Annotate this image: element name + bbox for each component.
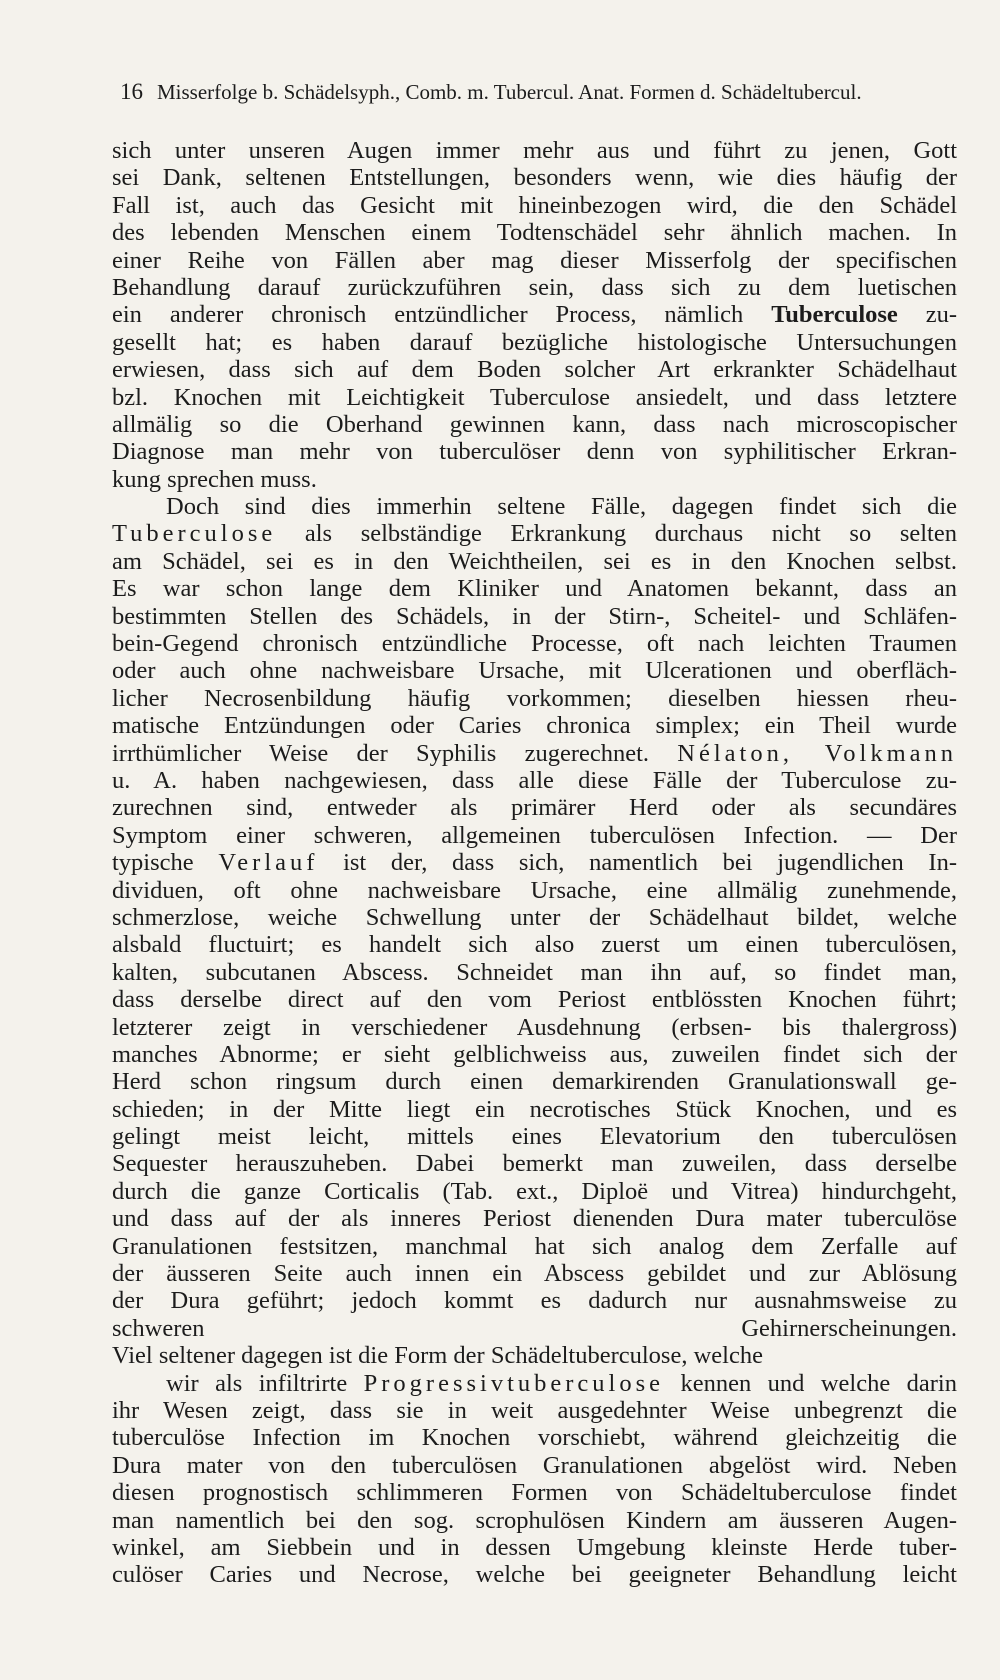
- text-line: [112, 1342, 957, 1369]
- text-line: Fall ist, auch das Gesicht mit hineinbezogen wird, die den Schädel: [112, 191, 957, 219]
- text-run: ist der, dass sich, namentlich bei jugendlichen In-: [318, 849, 957, 877]
- spaced-emphasis: Tuberculose: [112, 520, 277, 548]
- text-line: matische Entzündungen oder Caries chronica simplex; ein Theil wurde: [112, 712, 957, 740]
- text-line: Behandlung darauf zurückzuführen sein, dass sich zu dem luetischen: [112, 273, 957, 301]
- text-run: kennen und welche darin: [664, 1369, 957, 1397]
- text-run: Viel seltener dagegen ist die Form der Schädeltuberculose, welche: [112, 1342, 763, 1370]
- text-line: gelingt meist leicht, mittels eines Elevatorium den tuberculösen: [112, 1123, 957, 1151]
- text-line: zurechnen sind, entweder als primärer Herd oder als secundäres: [112, 794, 957, 822]
- text-line: culöser Caries und Necrose, welche bei geeigneter Behandlung leicht: [112, 1561, 957, 1589]
- text-line: Symptom einer schweren, allgemeinen tuberculösen Infection. — Der: [112, 821, 957, 849]
- text-line: bzl. Knochen mit Leichtigkeit Tuberculose ansiedelt, und dass letztere: [112, 383, 957, 411]
- text-line: sich unter unseren Augen immer mehr aus und führt zu jenen, Gott: [112, 137, 957, 164]
- text-line: sei Dank, seltenen Entstellungen, besonders wenn, wie dies häufig der: [112, 164, 957, 192]
- text-line: der äusseren Seite auch innen ein Abscess gebildet und zur Ablösung: [112, 1260, 957, 1288]
- text-line: durch die ganze Corticalis (Tab. ext., Diploë und Vitrea) hindurchgeht,: [112, 1177, 957, 1205]
- text-line: kalten, subcutanen Abscess. Schneidet man ihn auf, so findet man,: [112, 958, 957, 986]
- text-line: dass derselbe direct auf den vom Periost entblössten Knochen führt;: [112, 986, 957, 1014]
- text-run: als selbständige Erkrankung durchaus nicht so selten: [276, 520, 957, 548]
- text-run: Doch sind dies immerhin seltene Fälle, dagegen findet sich die: [166, 493, 957, 521]
- text-run: zu-: [897, 301, 957, 329]
- page-number: 16: [120, 79, 143, 104]
- text-line: licher Necrosenbildung häufig vorkommen; dieselben hiessen rheu-: [112, 684, 957, 712]
- text-line: kung sprechen muss.: [112, 465, 317, 493]
- text-line: schieden; in der Mitte liegt ein necrotisches Stück Knochen, und es: [112, 1095, 957, 1123]
- text-line: des lebenden Menschen einem Todtenschädel sehr ähnlich machen. In: [112, 219, 957, 247]
- body-text: [112, 137, 957, 1589]
- text-line: Diagnose man mehr von tuberculöser denn von syphilitischer Erkran-: [112, 438, 957, 466]
- text-line: und dass auf der als inneres Periost dienenden Dura mater tuberculöse: [112, 1205, 957, 1233]
- text-line: der Dura geführt; jedoch kommt es dadurch nur ausnahmsweise zu: [112, 1287, 957, 1315]
- text-line: bestimmten Stellen des Schädels, in der Stirn-, Scheitel- und Schläfen-: [112, 602, 957, 630]
- text-line: man namentlich bei den sog. scrophulösen Kindern am äusseren Augen-: [112, 1506, 957, 1534]
- text-line: manches Abnorme; er sieht gelblichweiss aus, zuweilen findet sich der: [112, 1040, 957, 1068]
- running-head: [120, 78, 960, 106]
- text-line: dividuen, oft ohne nachweisbare Ursache, eine allmälig zunehmende,: [112, 876, 957, 904]
- text-line: [112, 740, 957, 767]
- text-line: [112, 849, 957, 876]
- text-line: erwiesen, dass sich auf dem Boden solcher Art erkrankter Schädelhaut: [112, 356, 957, 384]
- bold-term: Tuberculose: [771, 301, 898, 329]
- text-line: alsbald fluctuirt; es handelt sich also zuerst um einen tuberculösen,: [112, 931, 957, 959]
- text-line: [112, 493, 957, 520]
- text-line: [112, 301, 957, 328]
- text-line: [112, 520, 957, 547]
- text-line: Sequester herauszuheben. Dabei bemerkt man zuweilen, dass derselbe: [112, 1150, 957, 1178]
- text-line: Granulationen festsitzen, manchmal hat sich analog dem Zerfalle auf: [112, 1232, 957, 1260]
- text-line: tuberculöse Infection im Knochen vorschiebt, während gleichzeitig die: [112, 1424, 957, 1452]
- text-line: u. A. haben nachgewiesen, dass alle diese Fälle der Tuberculose zu-: [112, 766, 957, 794]
- text-line: ihr Wesen zeigt, dass sie in weit ausgedehnter Weise unbegrenzt die: [112, 1396, 957, 1424]
- text-run: irrthümlicher Weise der Syphilis zugerechnet.: [112, 739, 678, 767]
- text-line: [112, 1370, 957, 1397]
- spaced-emphasis: Verlauf: [218, 849, 319, 877]
- running-title: Misserfolge b. Schädelsyph., Comb. m. Tubercul. Anat. Formen d. Schädeltubercul.: [157, 80, 862, 104]
- text-line: winkel, am Siebbein und in dessen Umgebung kleinste Herde tuber-: [112, 1533, 957, 1561]
- text-line: Herd schon ringsum durch einen demarkirenden Granulationswall ge-: [112, 1068, 957, 1096]
- text-line: Dura mater von den tuberculösen Granulationen abgelöst wird. Neben: [112, 1451, 957, 1479]
- text-run: wir als infiltrirte: [166, 1369, 364, 1397]
- text-line: einer Reihe von Fällen aber mag dieser Misserfolg der specifischen: [112, 246, 957, 274]
- spaced-emphasis: Nélaton, Volkmann: [677, 739, 957, 767]
- text-line: schmerzlose, weiche Schwellung unter der Schädelhaut bildet, welche: [112, 903, 957, 931]
- text-line: gesellt hat; es haben darauf bezügliche histologische Untersuchungen: [112, 328, 957, 356]
- text-line: bein-Gegend chronisch entzündliche Processe, oft nach leichten Traumen: [112, 630, 957, 658]
- spaced-emphasis: Progressivtuberculose: [363, 1369, 665, 1397]
- text-run: ein anderer chronisch entzündlicher Process, nämlich: [112, 301, 772, 329]
- text-line: oder auch ohne nachweisbare Ursache, mit Ulcerationen und oberfläch-: [112, 657, 957, 685]
- text-line: Es war schon lange dem Kliniker und Anatomen bekannt, dass an: [112, 575, 957, 603]
- text-line: schweren Gehirnerscheinungen.: [112, 1314, 957, 1342]
- text-run: typische: [112, 849, 219, 877]
- text-line: diesen prognostisch schlimmeren Formen von Schädeltuberculose findet: [112, 1479, 957, 1507]
- text-line: allmälig so die Oberhand gewinnen kann, dass nach microscopischer: [112, 410, 957, 438]
- text-line: am Schädel, sei es in den Weichtheilen, sei es in den Knochen selbst.: [112, 547, 957, 575]
- text-line: letzterer zeigt in verschiedener Ausdehnung (erbsen- bis thalergross): [112, 1013, 957, 1041]
